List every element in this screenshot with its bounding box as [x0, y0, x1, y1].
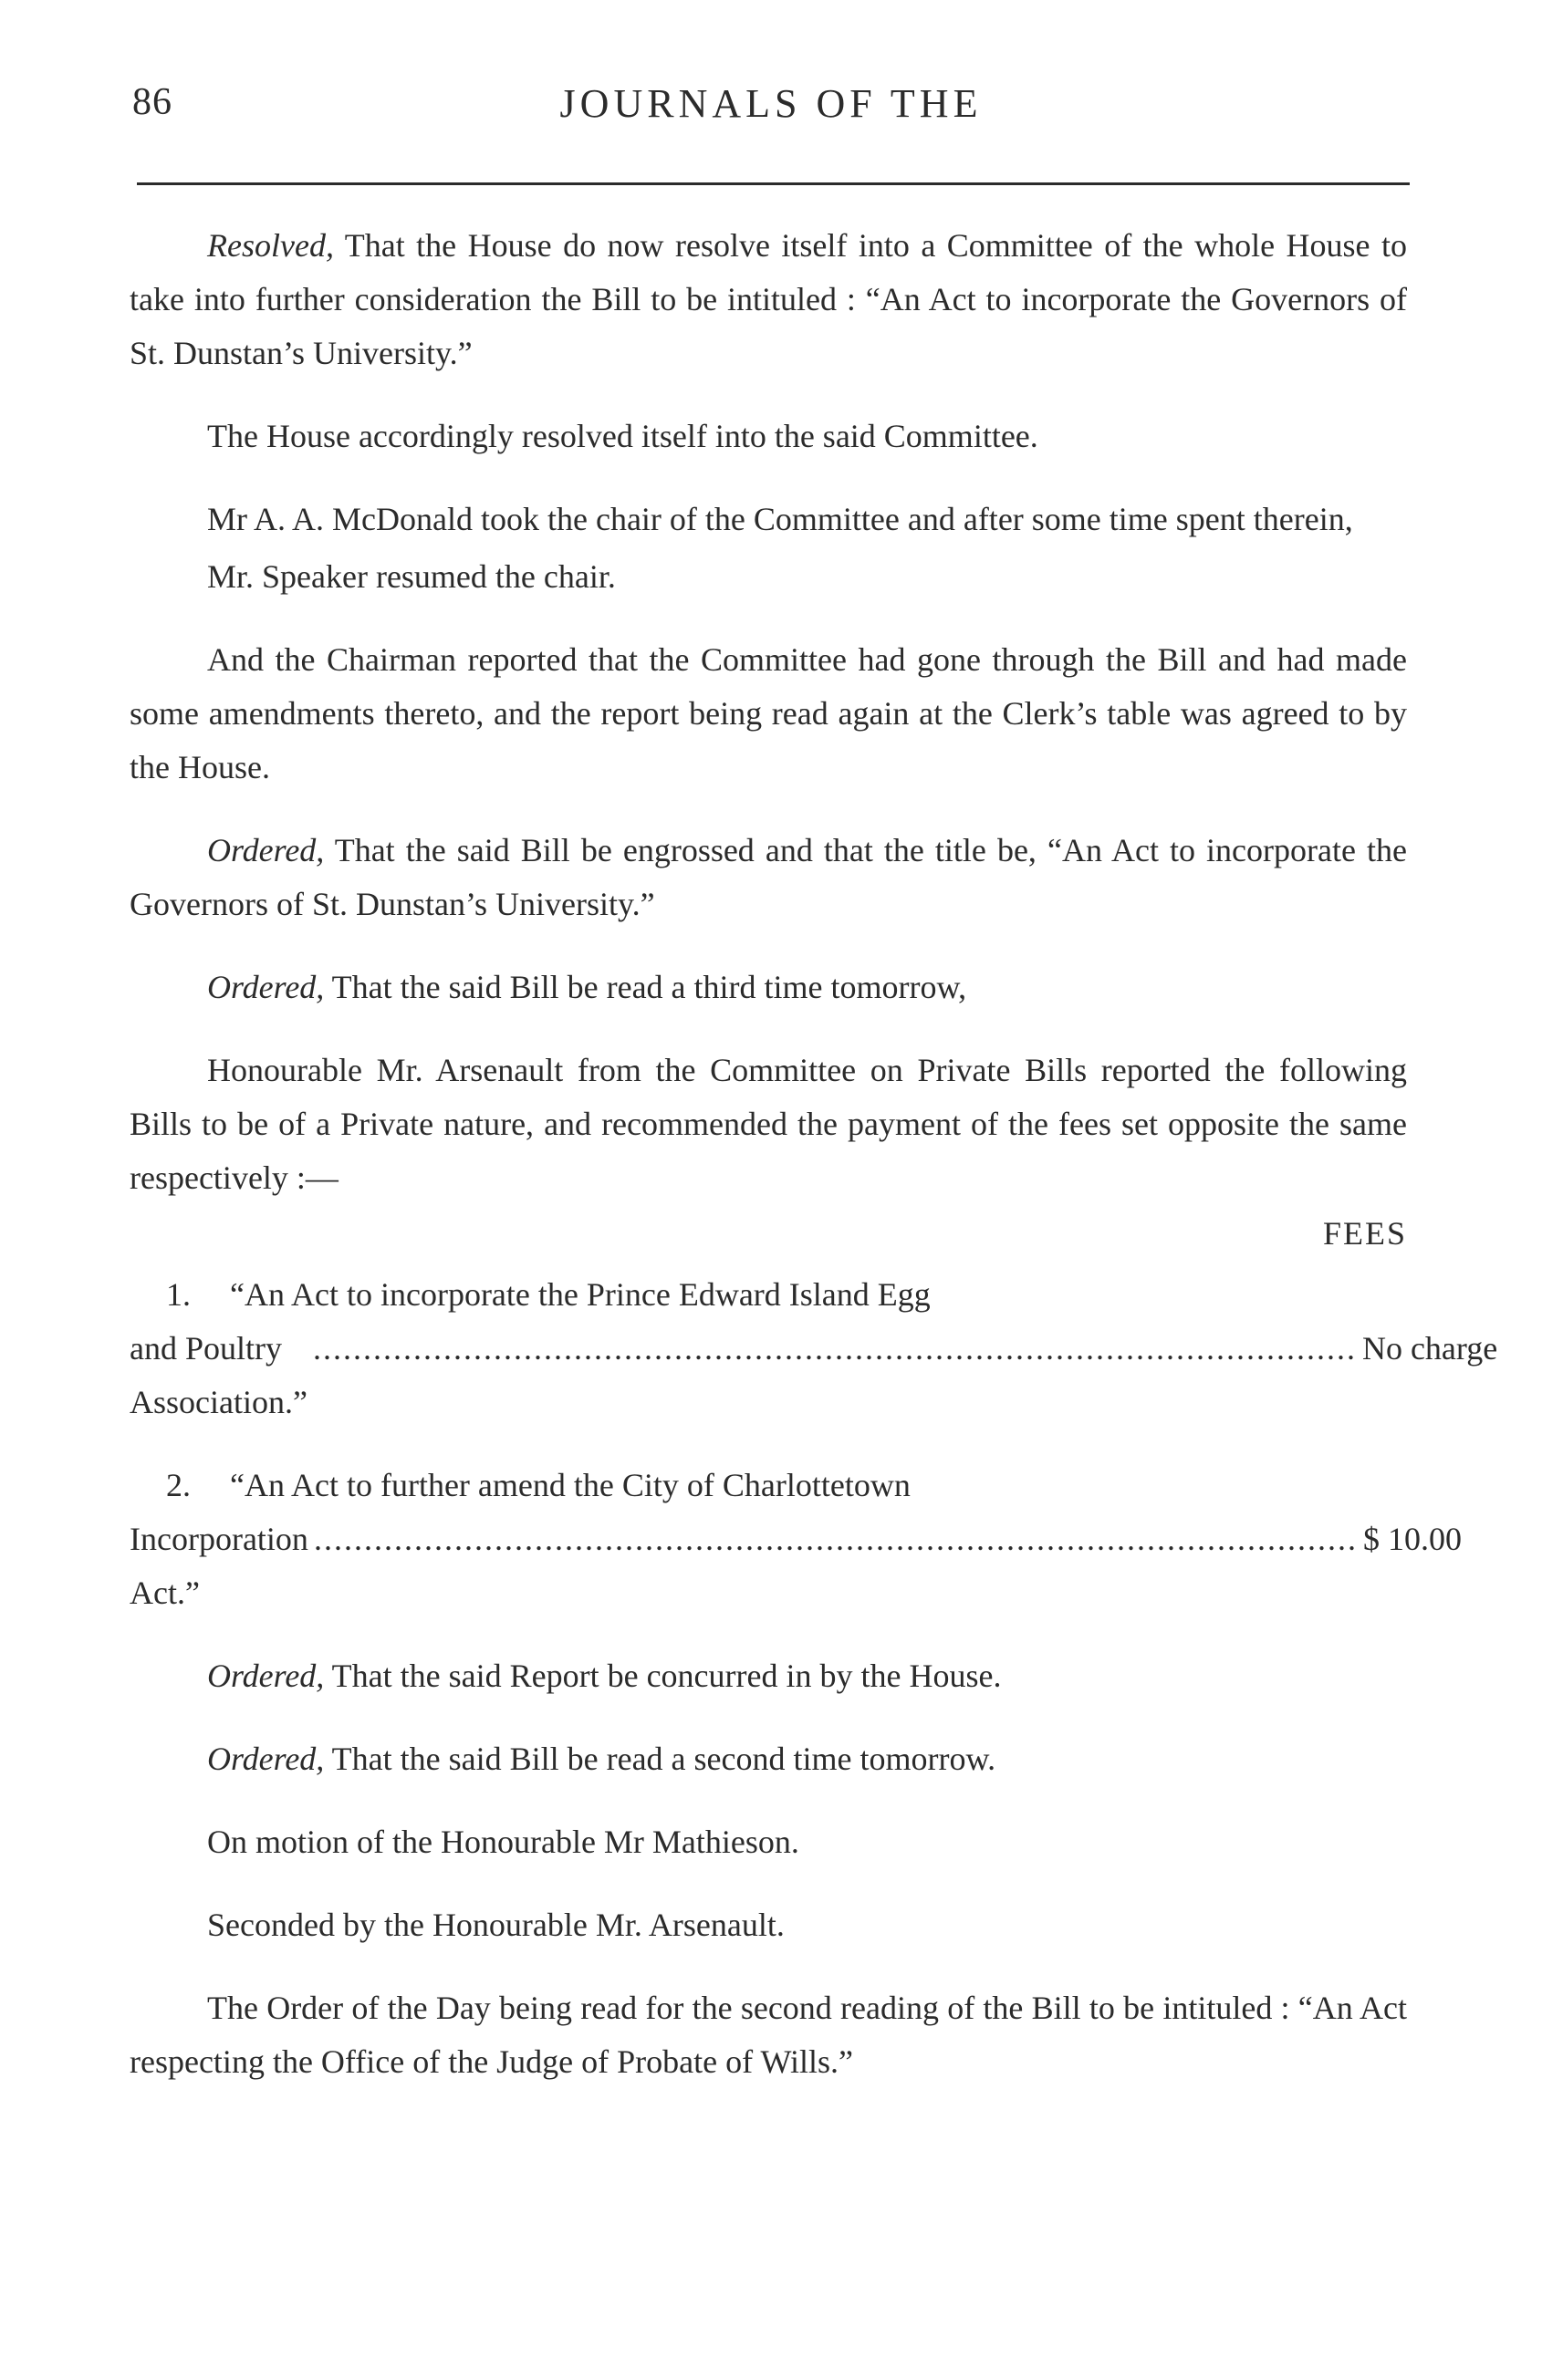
paragraph-house-resolved [130, 410, 1407, 463]
paragraph-order-of-day [130, 1981, 1407, 2089]
fee-amount: No charge [1361, 1330, 1498, 1367]
paragraph-lead: Resolved, [207, 227, 334, 264]
fee-item-title: “An Act to incorporate the Prince Edward Island Egg [230, 1276, 931, 1313]
paragraph-chairman-report [130, 633, 1407, 795]
paragraph-report-concurred [130, 1649, 1407, 1703]
paragraph-resolved-committee [130, 219, 1407, 380]
fees-heading: FEES [1322, 1215, 1407, 1252]
paragraph-lead: Ordered, [207, 1741, 325, 1777]
paragraph-private-bills-report [130, 1044, 1407, 1205]
paragraph-ordered-second-reading [130, 1732, 1407, 1786]
paragraph-text: That the said Bill be engrossed and that the title be, “An Act to incorporate the Governors of St. Dunstan’s University.” [130, 832, 1407, 922]
paragraph-text: Honourable Mr. Arsenault from the Committee on Private Bills reported the following Bills to be of a Private nature, and recommended the payment of the fees set opposite the same respectively :— [130, 1052, 1407, 1196]
paragraph-text: Mr A. A. McDonald took the chair of the Committee and after some time spent therein, [207, 501, 1353, 537]
dot-leader: ........................................................................................................ [313, 1521, 1358, 1557]
paragraph-text: Seconded by the Honourable Mr. Arsenault. [207, 1907, 785, 1943]
paragraph-text: On motion of the Honourable Mr Mathieson. [207, 1824, 799, 1860]
paragraph-text: The House accordingly resolved itself into the said Committee. [207, 418, 1038, 454]
fee-amount: $ 10.00 [1362, 1521, 1462, 1557]
page-number: 86 [132, 81, 172, 123]
paragraph-chair-taken [130, 493, 1407, 546]
fee-item-continuation: Incorporation Act.” [130, 1521, 308, 1611]
paragraph-speaker-resumed [130, 550, 1407, 604]
fee-item [130, 1459, 1462, 1620]
paragraph-text: That the said Report be concurred in by the House. [324, 1658, 1002, 1694]
paragraph-text: And the Chairman reported that the Committee had gone through the Bill and had made some amendments thereto, and the report being read again at the Clerk’s table was agreed to by the House. [130, 641, 1407, 785]
journal-body [130, 219, 1498, 2118]
paragraph-lead: Ordered, [207, 832, 325, 868]
paragraph-text: That the said Bill be read a second time tomorrow. [324, 1741, 996, 1777]
fee-item-title: “An Act to further amend the City of Charlottetown [230, 1467, 911, 1503]
paragraph-motion [130, 1815, 1407, 1869]
header-rule [137, 182, 1410, 185]
running-head: JOURNALS OF THE [559, 81, 983, 126]
fee-item-number: 1. [166, 1276, 191, 1313]
paragraph-ordered-engrossed [130, 824, 1407, 931]
paragraph-text: Mr. Speaker resumed the chair. [207, 558, 616, 595]
paragraph-text: That the said Bill be read a third time tomorrow, [324, 969, 967, 1005]
paragraph-seconded [130, 1898, 1407, 1952]
fee-item-number: 2. [166, 1467, 191, 1503]
fee-item-continuation: and Poultry Association.” [130, 1330, 307, 1420]
paragraph-text: That the House do now resolve itself into a Committee of the whole House to take into further consideration the Bill to be intituled : “An Act to incorporate the Governors of St. Dunstan’s University.” [130, 227, 1407, 371]
paragraph-lead: Ordered, [207, 1658, 325, 1694]
paragraph-lead: Ordered, [207, 969, 325, 1005]
paragraph-ordered-third-reading [130, 961, 1407, 1014]
fee-item [130, 1268, 1498, 1429]
paragraph-text: The Order of the Day being read for the second reading of the Bill to be intituled : “An Act respecting the Office of the Judge of Probate of Wills.” [130, 1990, 1407, 2080]
dot-leader: ........................................................................................................ [312, 1330, 1357, 1367]
